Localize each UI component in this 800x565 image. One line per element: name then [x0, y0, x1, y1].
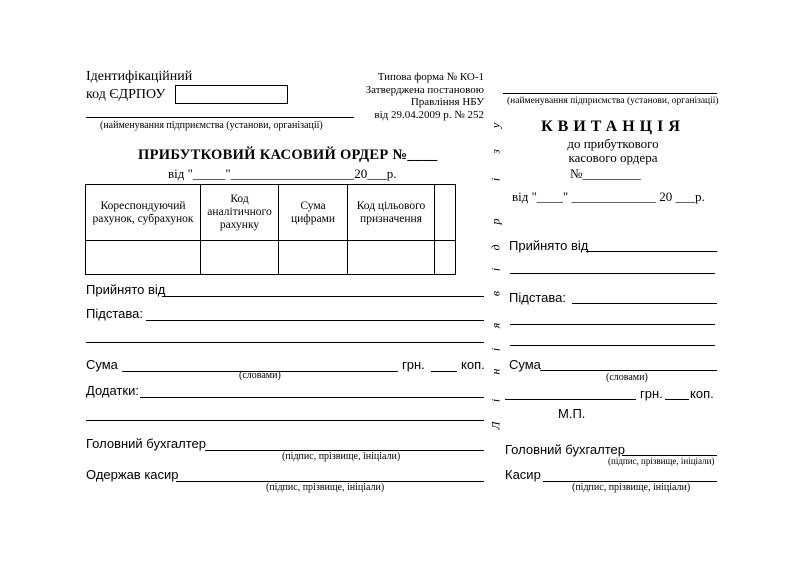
received-from-label: Прийнято від	[86, 282, 166, 297]
header-empty	[435, 185, 456, 241]
grn-label: грн.	[402, 357, 425, 372]
receipt-sum-caption: (словами)	[606, 372, 648, 383]
receipt-org-name-line[interactable]	[503, 93, 717, 94]
grn-line[interactable]	[431, 371, 457, 372]
edrpou-code-box[interactable]	[175, 85, 288, 104]
receipt-stamp-place: М.П.	[558, 406, 586, 421]
basis-line[interactable]	[146, 320, 484, 321]
sum-words-caption: (словами)	[239, 370, 281, 381]
receipt-basis-line-3[interactable]	[510, 345, 715, 346]
cut-line-char: я	[488, 322, 503, 329]
cell-analytic-code[interactable]	[201, 241, 279, 275]
sum-label: Сума	[86, 357, 118, 372]
cut-line-char: і	[488, 347, 503, 352]
cell-corresp-account[interactable]	[86, 241, 201, 275]
receipt-kop-label: коп.	[690, 386, 714, 401]
receipt-received-from-line[interactable]	[586, 251, 717, 252]
chief-accountant-caption: (підпис, прізвище, ініціали)	[282, 451, 401, 462]
receipt-received-from-line-2[interactable]	[510, 273, 715, 274]
cut-line-char: р	[488, 218, 503, 225]
table-header-row	[86, 185, 456, 241]
receipt-number[interactable]: №_________	[570, 166, 641, 181]
form-line: Типова форма № КО-1	[377, 71, 484, 83]
receipt-basis-line-2[interactable]	[510, 324, 715, 325]
cut-line-char: і	[488, 267, 503, 272]
cell-sum-digits[interactable]	[279, 241, 348, 275]
header-purpose-code: Код цільового призначення	[348, 185, 435, 241]
receipt-sum-label: Сума	[509, 357, 541, 372]
attachments-line-2[interactable]	[86, 420, 484, 421]
received-cashier-label: Одержав касир	[86, 467, 179, 482]
receipt-cashier-caption: (підпис, прізвище, ініціали)	[572, 482, 691, 493]
receipt-sum-words-line[interactable]	[540, 370, 717, 371]
receipt-subtitle-2: касового ордера	[568, 150, 658, 165]
attachments-label: Додатки:	[86, 383, 139, 398]
receipt-title: КВИТАНЦІЯ	[541, 118, 685, 135]
receipt-grn-line[interactable]	[505, 399, 636, 400]
receipt-chief-accountant-label: Головний бухгалтер	[505, 442, 625, 457]
receipt-chief-accountant-caption: (підпис, прізвище, ініціали)	[608, 456, 715, 466]
accounts-table	[85, 184, 456, 275]
org-name-caption: (найменування підприємства (установи, організації)	[100, 120, 323, 131]
cut-line-char: з	[488, 149, 503, 154]
receipt-basis-label: Підстава:	[509, 290, 566, 305]
basis-line-2[interactable]	[86, 342, 484, 343]
receipt-basis-line[interactable]	[572, 303, 717, 304]
chief-accountant-label: Головний бухгалтер	[86, 436, 206, 451]
form-line: Затверджена постановою	[365, 83, 484, 96]
cut-line-char: у	[488, 122, 503, 129]
received-from-line[interactable]	[162, 296, 484, 297]
header-sum-digits: Сума цифрами	[279, 185, 348, 241]
cut-line-char: д	[488, 244, 503, 251]
receipt-subtitle-1: до прибуткового	[567, 136, 659, 151]
form-line: Правління НБУ	[410, 96, 484, 108]
receipt-received-from-label: Прийнято від	[509, 238, 589, 253]
receipt-kop-line[interactable]	[665, 399, 689, 400]
receipt-org-caption: (найменування підприємства (установи, організації)	[507, 96, 719, 106]
order-date-line[interactable]: від "_____"___________________20___р.	[168, 166, 397, 181]
basis-label: Підстава:	[86, 306, 143, 321]
receipt-date-line[interactable]: від "____" _____________ 20 ___р.	[512, 189, 705, 204]
cut-line-char: н	[488, 368, 503, 375]
attachments-line[interactable]	[140, 397, 484, 398]
header-corresp-account: Кореспондуючий рахунок, субрахунок	[86, 185, 201, 241]
cut-line-char: Л	[488, 421, 503, 430]
cell-empty[interactable]	[435, 241, 456, 275]
receipt-grn-label: грн.	[640, 386, 663, 401]
form-line: від 29.04.2009 р. № 252	[374, 108, 484, 121]
cell-purpose-code[interactable]	[348, 241, 435, 275]
table-row	[86, 241, 456, 275]
cashier-caption: (підпис, прізвище, ініціали)	[266, 482, 385, 493]
ident-label-line1: Ідентифікаційний	[86, 69, 193, 84]
cut-line-char: в	[488, 290, 503, 297]
receipt-cashier-label: Касир	[505, 467, 541, 482]
org-name-line[interactable]	[86, 117, 354, 118]
ident-label-line2: код ЄДРПОУ	[86, 87, 166, 102]
form-approval-block	[340, 71, 484, 121]
kop-label: коп.	[461, 357, 485, 372]
order-title: ПРИБУТКОВИЙ КАСОВИЙ ОРДЕР №____	[138, 147, 438, 163]
cut-line-char: і	[488, 398, 503, 403]
cut-line-char: і	[488, 177, 503, 182]
header-analytic-code: Код аналітичного рахунку	[201, 185, 279, 241]
